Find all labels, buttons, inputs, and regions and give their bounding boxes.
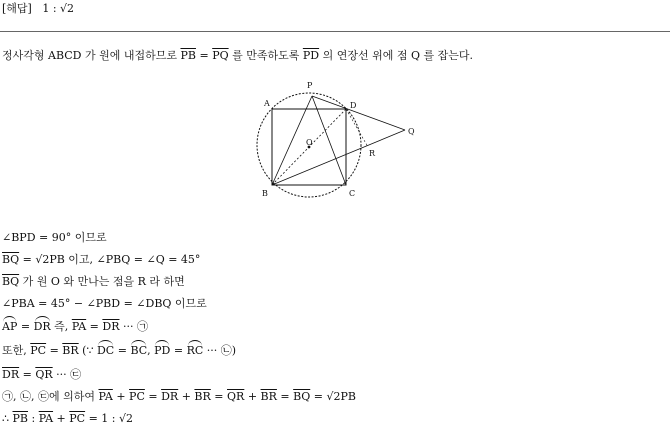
result: = √2PB bbox=[310, 390, 356, 403]
intro-eq: = bbox=[195, 49, 213, 62]
text: 즉, bbox=[50, 320, 72, 333]
divider bbox=[0, 31, 670, 32]
segment-pq-line bbox=[312, 96, 405, 130]
answer-value: 1 : √2 bbox=[42, 2, 75, 15]
segment-dr: $\overline{DR}$ bbox=[161, 390, 179, 403]
colon: : bbox=[28, 412, 39, 425]
line-7 bbox=[2, 368, 81, 382]
eq: = bbox=[86, 320, 103, 333]
segment-dr: $\overline{DR}$ bbox=[102, 320, 120, 333]
arc-dc: DC bbox=[96, 344, 115, 357]
sep: , bbox=[147, 344, 155, 357]
final-ratio: = 1 : √2 bbox=[85, 412, 134, 425]
line-1-text: ∠BPD = 90° 이므로 bbox=[2, 231, 107, 244]
line-3 bbox=[2, 275, 185, 289]
label-r: R bbox=[369, 149, 376, 158]
line-9 bbox=[2, 412, 133, 426]
label-p: P bbox=[307, 81, 313, 90]
arc-ap: AP bbox=[2, 320, 18, 333]
eq: = bbox=[46, 344, 63, 357]
eq: = bbox=[19, 368, 36, 381]
label-b: B bbox=[262, 189, 268, 198]
marker-2: ··· ㉡) bbox=[203, 344, 237, 357]
segment-qr: $\overline{QR}$ bbox=[35, 368, 53, 381]
line-2-text: = √2PB 이고, ∠PBQ = ∠Q = 45° bbox=[19, 253, 201, 266]
line-4 bbox=[2, 297, 207, 311]
arc-bc: BC bbox=[130, 344, 148, 357]
eq: = bbox=[144, 390, 162, 403]
eq: = bbox=[210, 390, 228, 403]
segment-pc: $\overline{PC}$ bbox=[69, 412, 86, 425]
segment-pq: $\overline{PQ}$ bbox=[212, 49, 229, 62]
arc-pd: PD bbox=[154, 344, 171, 357]
label-c: C bbox=[349, 189, 356, 198]
answer-label: [해답] bbox=[2, 2, 32, 15]
line-5 bbox=[2, 320, 148, 334]
plus: + bbox=[178, 390, 195, 403]
intro-text-1: 정사각형 ABCD 가 원에 내접하므로 bbox=[2, 49, 181, 62]
segment-pc: $\overline{PC}$ bbox=[30, 344, 47, 357]
segment-bq: $\overline{BQ}$ bbox=[293, 390, 311, 403]
segment-dr bbox=[346, 109, 368, 147]
segment-pa: $\overline{PA}$ bbox=[98, 390, 113, 403]
eq: = bbox=[170, 344, 187, 357]
intro-paragraph bbox=[2, 49, 473, 63]
marker-1: ··· ㉠ bbox=[119, 320, 148, 333]
segment-br: $\overline{BR}$ bbox=[260, 390, 277, 403]
segment-bq: $\overline{BQ}$ bbox=[2, 253, 20, 266]
segment-pa: $\overline{PA}$ bbox=[71, 320, 87, 333]
intro-text-3: 의 연장선 위에 점 Q 를 잡는다. bbox=[319, 49, 473, 62]
segment-bq: $\overline{BQ}$ bbox=[2, 275, 20, 288]
segment-br: $\overline{BR}$ bbox=[194, 390, 211, 403]
answer-line bbox=[2, 2, 74, 16]
geometry-figure bbox=[250, 75, 420, 210]
therefore: ∴ bbox=[2, 412, 13, 425]
eq: = bbox=[17, 320, 34, 333]
eq: = bbox=[276, 390, 294, 403]
line-4-text: ∠PBA = 45° − ∠PBD = ∠DBQ 이므로 bbox=[2, 297, 207, 310]
because: (∵ bbox=[78, 344, 97, 357]
line-2 bbox=[2, 253, 200, 267]
line-6 bbox=[2, 344, 236, 358]
plus: + bbox=[244, 390, 261, 403]
arc-dr: DR bbox=[33, 320, 51, 333]
segment-pb: $\overline{PB}$ bbox=[12, 412, 28, 425]
line-1 bbox=[2, 231, 107, 245]
segment-bq bbox=[272, 130, 405, 185]
label-q: Q bbox=[408, 127, 415, 136]
segment-pb: $\overline{PB}$ bbox=[180, 49, 196, 62]
line-3-text: 가 원 O 와 만나는 점을 R 라 하면 bbox=[19, 275, 185, 288]
label-o: O bbox=[306, 138, 313, 147]
text: 또한, bbox=[2, 344, 31, 357]
segment-pc: $\overline{PC}$ bbox=[129, 390, 145, 403]
line-8 bbox=[2, 390, 356, 404]
plus: + bbox=[112, 390, 130, 403]
segment-dr: $\overline{DR}$ bbox=[2, 368, 20, 381]
segment-pd: $\overline{PD}$ bbox=[302, 49, 320, 62]
plus: + bbox=[53, 412, 70, 425]
label-a: A bbox=[264, 99, 270, 108]
text: ㉠, ㉡, ㉢에 의하여 bbox=[2, 390, 99, 403]
intro-text-2: 를 만족하도록 bbox=[228, 49, 303, 62]
segment-br: $\overline{BR}$ bbox=[62, 344, 79, 357]
arc-rc: RC bbox=[186, 344, 204, 357]
segment-pa: $\overline{PA}$ bbox=[38, 412, 54, 425]
label-d: D bbox=[350, 101, 357, 110]
marker-3: ··· ㉢ bbox=[52, 368, 82, 381]
eq: = bbox=[114, 344, 131, 357]
segment-qr: $\overline{QR}$ bbox=[227, 390, 245, 403]
